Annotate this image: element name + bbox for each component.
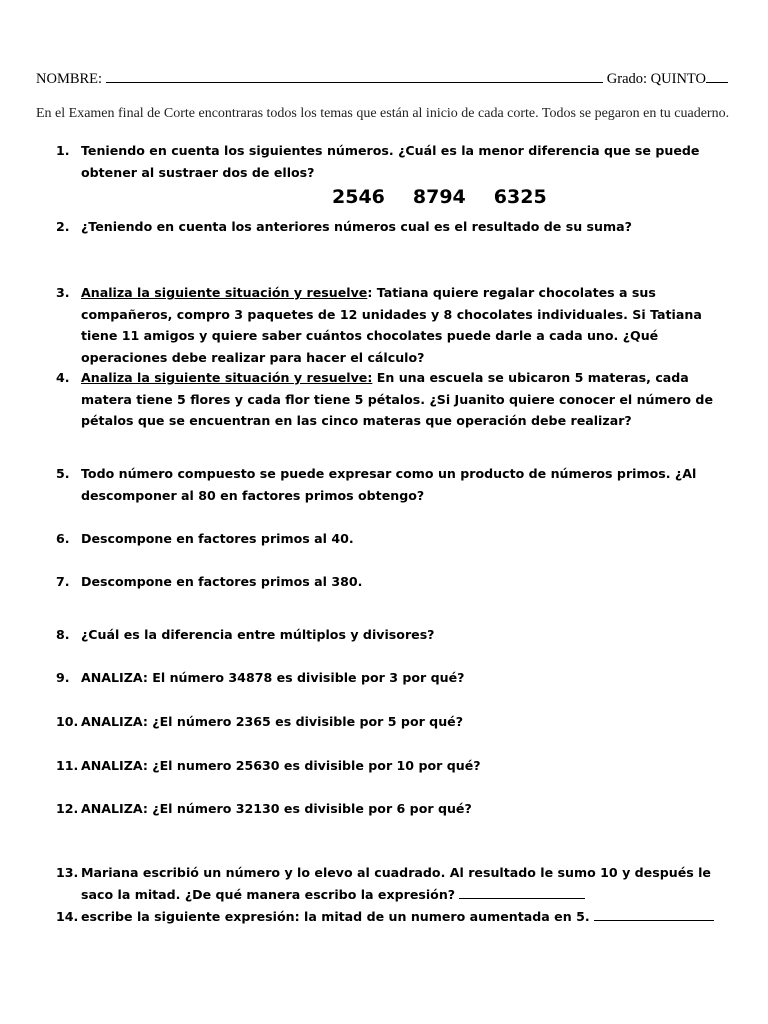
question-2 [56,216,736,238]
question-number: 1. [56,143,70,158]
question-1 [56,140,736,183]
question-text: ANALIZA: El número 34878 es divisible por 3 por qué? [81,670,465,685]
question-number: 12. [56,801,79,816]
question-number: 4. [56,370,70,385]
question-number: 6. [56,531,70,546]
question-text [81,862,736,905]
question-text [81,367,736,432]
question-10 [56,711,736,733]
question-number: 5. [56,466,70,481]
numbers-row [332,186,547,208]
question-number: 11. [56,758,79,773]
nombre-blank[interactable] [106,70,603,83]
answer-blank[interactable] [459,884,585,899]
question-number: 2. [56,219,70,234]
question-number: 13. [56,865,79,880]
question-body: Tatiana quiere regalar chocolates a sus compañeros, compro 3 paquetes de 12 unidades y 8 chocolates individuales. Si Tatiana tiene 11 amigos y quiere saber cuántos chocolates puede darle a cada uno. ¿Qué operaciones debe realizar para hacer el cálculo? [81,285,702,365]
question-body: escribe la siguiente expresión: la mitad de un numero aumentada en 5. [81,909,595,924]
question-body: En una escuela se ubicaron 5 materas, cada matera tiene 5 flores y cada flor tiene 5 pétalos. ¿Si Juanito quiere conocer el número de pétalos que se encuentran en las cinco materas que operación debe realizar? [81,370,713,428]
question-7 [56,571,736,593]
question-text: Teniendo en cuenta los siguientes números. ¿Cuál es la menor diferencia que se puede obtener al sustraer dos de ellos? [81,143,700,180]
question-text: ANALIZA: ¿El número 2365 es divisible por 5 por qué? [81,714,464,729]
question-text: ¿Teniendo en cuenta los anteriores números cual es el resultado de su suma? [81,219,632,234]
question-colon: : [367,285,373,300]
nombre-label: NOMBRE: [36,71,103,87]
question-lead: Analiza la siguiente situación y resuelve [81,285,368,300]
question-text: ¿Cuál es la diferencia entre múltiplos y divisores? [81,627,435,642]
question-text [81,282,736,368]
number-2: 8794 [412,186,466,208]
question-text: Todo número compuesto se puede expresar como un producto de números primos. ¿Al descomponer al 80 en factores primos obtengo? [81,466,697,503]
question-12 [56,798,736,820]
question-8 [56,624,736,646]
question-text: Descompone en factores primos al 380. [81,574,363,589]
question-text: ANALIZA: ¿El numero 25630 es divisible por 10 por qué? [81,758,481,773]
question-9 [56,667,736,689]
number-3: 6325 [493,186,547,208]
grado-blank[interactable] [706,70,728,83]
question-4 [56,367,736,432]
question-11 [56,755,736,777]
question-number: 14. [56,909,79,924]
question-lead: Analiza la siguiente situación y resuelve: [81,370,373,385]
question-14 [56,906,736,928]
header [36,70,728,88]
number-1: 2546 [332,186,385,208]
intro-text: En el Examen final de Corte encontraras todos los temas que están al inicio de cada corte. Todos se pegaron en tu cuaderno. [36,106,730,121]
question-number: 8. [56,627,70,642]
question-3 [56,282,736,368]
question-text: Descompone en factores primos al 40. [81,531,354,546]
question-number: 9. [56,670,70,685]
answer-blank[interactable] [594,906,714,921]
question-number: 7. [56,574,70,589]
question-6 [56,528,736,550]
question-5 [56,463,736,506]
question-number: 3. [56,285,70,300]
question-body: Mariana escribió un número y lo elevo al cuadrado. Al resultado le sumo 10 y después le saco la mitad. ¿De qué manera escribo la expresión? [81,865,711,902]
question-number: 10. [56,714,79,729]
question-text [81,906,736,928]
grado-label: Grado: QUINTO [606,71,706,87]
question-13 [56,862,736,905]
question-text: ANALIZA: ¿El número 32130 es divisible por 6 por qué? [81,801,472,816]
